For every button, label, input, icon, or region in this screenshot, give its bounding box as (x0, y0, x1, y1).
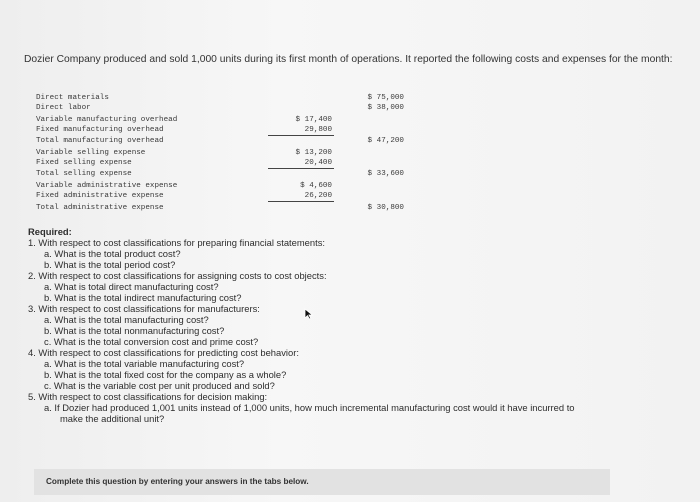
question-line: 2. With respect to cost classifications for assigning costs to cost objects: (28, 270, 327, 281)
cost-label: Fixed manufacturing overhead (36, 126, 164, 134)
question-line: b. What is the total period cost? (44, 259, 176, 270)
cost-label: Variable selling expense (36, 149, 146, 157)
question-line: a. What is the total product cost? (44, 248, 181, 259)
cost-row (36, 192, 332, 202)
cost-label: Total selling expense (36, 170, 132, 178)
instructions-banner (34, 469, 610, 495)
cost-total-value: $ 47,200 (367, 137, 404, 145)
question-line: a. What is the total manufacturing cost? (44, 314, 209, 325)
cost-subtotal-value: $ 4,600 (300, 182, 332, 190)
mouse-cursor-icon (304, 308, 314, 320)
instructions-text: Complete this question by entering your answers in the tabs below. (46, 477, 309, 486)
cost-total-value: $ 33,600 (367, 170, 404, 178)
cost-label: Total manufacturing overhead (36, 137, 164, 145)
cost-row (36, 182, 332, 192)
question-line: a. What is the total variable manufacturing cost? (44, 358, 245, 369)
cost-label: Variable manufacturing overhead (36, 116, 178, 124)
question-line: 3. With respect to cost classifications for manufacturers: (28, 303, 260, 314)
question-line: c. What is the total conversion cost and prime cost? (44, 336, 259, 347)
cost-subtotal-value: 29,800 (304, 126, 332, 134)
question-line: 4. With respect to cost classifications for predicting cost behavior: (28, 347, 299, 358)
question-line: a. If Dozier had produced 1,001 units instead of 1,000 units, how much incremental manufacturing cost would it have incurred to (44, 402, 575, 413)
question-line: 1. With respect to cost classifications for preparing financial statements: (28, 237, 326, 248)
cost-label: Direct materials (36, 94, 109, 102)
question-line: b. What is the total nonmanufacturing cost? (44, 325, 225, 336)
cost-label: Fixed administrative expense (36, 192, 164, 200)
question-line: a. What is total direct manufacturing cost? (44, 281, 219, 292)
cost-total-value: $ 75,000 (367, 94, 404, 102)
cost-subtotal-value: 20,400 (304, 159, 332, 167)
question-line: make the additional unit? (60, 413, 165, 424)
cost-row (36, 104, 404, 114)
question-line: b. What is the total fixed cost for the company as a whole? (44, 369, 287, 380)
problem-intro: Dozier Company produced and sold 1,000 units during its first month of operations. It reported the following costs and expenses for the month: (24, 54, 673, 65)
cost-total-value: $ 30,800 (367, 204, 404, 212)
required-list (28, 237, 668, 424)
cost-label: Variable administrative expense (36, 182, 178, 190)
required-section (28, 226, 668, 424)
cost-row (36, 159, 332, 169)
subtotal-underline (268, 201, 334, 202)
subtotal-underline (268, 168, 334, 169)
cost-subtotal-value: $ 13,200 (295, 149, 332, 157)
cost-subtotal-value: 26,200 (304, 192, 332, 200)
question-line: c. What is the variable cost per unit produced and sold? (44, 380, 275, 391)
cost-total-value: $ 38,000 (367, 104, 404, 112)
cost-row (36, 137, 404, 147)
cost-label: Direct labor (36, 104, 91, 112)
subtotal-underline (268, 135, 334, 136)
required-heading: Required: (28, 226, 72, 237)
cost-label: Fixed selling expense (36, 159, 132, 167)
cost-subtotal-value: $ 17,400 (295, 116, 332, 124)
question-line: b. What is the total indirect manufacturing cost? (44, 292, 242, 303)
question-line: 5. With respect to cost classifications for decision making: (28, 391, 268, 402)
cost-row (36, 126, 332, 136)
cost-row (36, 116, 332, 126)
cost-row (36, 170, 404, 180)
cost-row (36, 149, 332, 159)
cost-row (36, 94, 404, 104)
cost-label: Total administrative expense (36, 204, 164, 212)
cost-row (36, 204, 404, 214)
